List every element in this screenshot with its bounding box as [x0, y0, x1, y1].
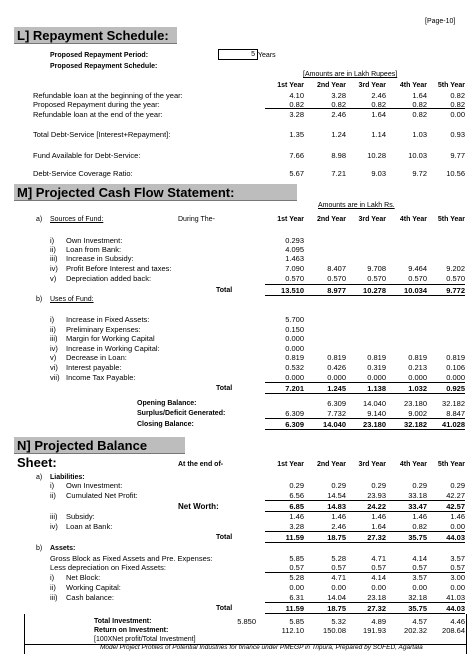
cashflow-sources-total-3: 10.278	[363, 286, 386, 295]
cashflow-uses-total-5: 0.925	[446, 384, 465, 393]
balance-roi-label: Return on Investment:	[94, 627, 169, 634]
balance-gross_block-value-3: 4.71	[371, 554, 386, 563]
cashflow-use-idx-3: iii)	[50, 334, 58, 343]
balance-working_cap-value-2: 0.00	[331, 583, 346, 592]
balance-total-investment-4: 4.57	[412, 617, 427, 626]
cashflow-use-1-value-1: 5.700	[285, 315, 304, 324]
balance-loan_bank-value-2: 2.46	[331, 522, 346, 531]
repayment-row-2-value-3: 0.82	[371, 100, 386, 109]
cashflow-use-label-7: Income Tax Payable:	[66, 373, 136, 382]
cashflow-use-7-value-5: 0.000	[446, 373, 465, 382]
cashflow-source-label-3: Increase in Subsidy:	[66, 254, 134, 263]
balance-own_inv-value-2: 0.29	[331, 481, 346, 490]
balance-cum_profit-value-4: 33.18	[408, 491, 427, 500]
cashflow-sources-total-1: 13.510	[281, 286, 304, 295]
repayment-row-1-value-4: 1.64	[412, 91, 427, 100]
cashflow-closing-4: 32.182	[404, 420, 427, 429]
balance-less_dep-value-1: 0.57	[289, 563, 304, 572]
cashflow-surplus-label: Surplus/Deficit Generated:	[137, 410, 226, 417]
cashflow-use-idx-6: vi)	[50, 363, 58, 372]
cashflow-source-idx-1: i)	[50, 236, 55, 245]
cashflow-surplus-3: 9.140	[367, 409, 386, 418]
balance-own_inv-label: Own Investment:	[66, 481, 123, 490]
cashflow-use-5-value-2: 0.819	[327, 353, 346, 362]
repayment-row-label-1: Refundable loan at the beginning of the year:	[33, 91, 183, 100]
balance-gross_block-value-1: 5.85	[289, 554, 304, 563]
repayment-period-value: 5	[251, 51, 255, 58]
cashflow-sources-label: Sources of Fund:	[50, 216, 104, 223]
repayment-row-4-value-3: 1.14	[371, 130, 386, 139]
balance-net_block-value-4: 3.57	[412, 573, 427, 582]
cashflow-sources-total-5: 9.772	[446, 286, 465, 295]
balance-subsidy-value-4: 1.46	[412, 512, 427, 521]
repayment-year-header-2: 2nd Year	[316, 82, 346, 89]
balance-end-label: At the end of-	[178, 461, 224, 468]
balance-cash_balance-value-5: 41.03	[446, 593, 465, 602]
repayment-row-6-value-4: 9.72	[412, 169, 427, 178]
balance-loan_bank-value-3: 1.64	[371, 522, 386, 531]
balance-liab-total-4: 35.75	[408, 533, 427, 542]
right-rule	[466, 614, 467, 654]
cashflow-source-4-value-1: 7.090	[285, 264, 304, 273]
cashflow-use-7-value-3: 0.000	[367, 373, 386, 382]
cashflow-source-idx-4: iv)	[50, 264, 58, 273]
cashflow-use-idx-1: i)	[50, 315, 55, 324]
balance-roi-5: 208.64	[442, 626, 465, 635]
cashflow-sources-total-label: Total	[216, 287, 233, 294]
cashflow-opening-5: 32.182	[442, 399, 465, 408]
cashflow-use-2-value-1: 0.150	[285, 325, 304, 334]
repayment-row-2-value-2: 0.82	[331, 100, 346, 109]
repayment-year-header-3: 3rd Year	[358, 82, 386, 89]
cashflow-source-label-5: Depreciation added back:	[66, 274, 152, 283]
cashflow-year-header-5: 5th Year	[437, 216, 465, 223]
cashflow-use-6-value-2: 0.426	[327, 363, 346, 372]
balance-loan_bank-value-1: 3.28	[289, 522, 304, 531]
repayment-row-label-4: Total Debt-Service [Interest+Repayment]:	[33, 130, 171, 139]
balance-assets-total-2: 18.75	[327, 604, 346, 613]
cashflow-surplus-4: 9.002	[408, 409, 427, 418]
balance-working_cap-idx: ii)	[50, 583, 56, 592]
cashflow-use-label-2: Preliminary Expenses:	[66, 325, 141, 334]
balance-roi-4: 202.32	[404, 626, 427, 635]
balance-liab-total-rule-top	[265, 531, 465, 532]
cashflow-closing-rule-bottom	[265, 429, 465, 430]
cashflow-b-marker: b)	[36, 296, 43, 303]
cashflow-use-5-value-1: 0.819	[285, 353, 304, 362]
cashflow-closing-5: 41.028	[442, 420, 465, 429]
repayment-row-1-value-5: 0.82	[450, 91, 465, 100]
balance-year-header-3: 3rd Year	[358, 461, 386, 468]
cashflow-source-label-4: Profit Before Interest and taxes:	[66, 264, 172, 273]
balance-total-investment-3: 4.89	[371, 617, 386, 626]
balance-cash_balance-value-3: 23.18	[367, 593, 386, 602]
balance-loan_bank-value-4: 0.82	[412, 522, 427, 531]
cashflow-source-4-value-5: 9.202	[446, 264, 465, 273]
balance-liab-total-label: Total	[216, 534, 233, 541]
balance-less_dep-value-5: 0.57	[450, 563, 465, 572]
balance-year-header-2: 2nd Year	[316, 461, 346, 468]
cashflow-use-label-5: Decrease in Loan:	[66, 353, 127, 362]
balance-roi-3: 191.93	[363, 626, 386, 635]
repayment-year-header-4: 4th Year	[399, 82, 427, 89]
cashflow-uses-total-2: 1.245	[327, 384, 346, 393]
section-title-balance: N] Projected Balance Sheet:	[14, 437, 185, 454]
balance-total-investment-5: 4.46	[450, 617, 465, 626]
repayment-row-6-value-5: 10.56	[446, 169, 465, 178]
repayment-row-4-value-4: 1.03	[412, 130, 427, 139]
cashflow-year-header-4: 4th Year	[399, 216, 427, 223]
repayment-row-3-value-4: 0.82	[412, 110, 427, 119]
balance-own_inv-idx: i)	[50, 481, 55, 490]
cashflow-source-idx-3: iii)	[50, 254, 58, 263]
cashflow-uses-rule-top	[265, 382, 465, 383]
cashflow-use-5-value-4: 0.819	[408, 353, 427, 362]
balance-total-investment-label: Total Investment:	[94, 618, 152, 625]
balance-less_dep-value-2: 0.57	[331, 563, 346, 572]
cashflow-use-idx-5: v)	[50, 353, 57, 362]
balance-liab-total-2: 18.75	[327, 533, 346, 542]
repayment-row-5-value-3: 10.28	[367, 151, 386, 160]
balance-liabilities-label: Liabilities:	[50, 474, 85, 481]
repayment-year-header-5: 5th Year	[437, 82, 465, 89]
balance-own_inv-value-1: 0.29	[289, 481, 304, 490]
balance-year-header-1: 1st Year	[277, 461, 304, 468]
cashflow-use-3-value-1: 0.000	[285, 334, 304, 343]
balance-liab-total-rule-bottom	[265, 542, 465, 543]
repayment-period-unit: Years	[258, 52, 276, 59]
balance-subsidy-label: Subsidy:	[66, 512, 95, 521]
cashflow-source-4-value-4: 9.464	[408, 264, 427, 273]
balance-own_inv-value-4: 0.29	[412, 481, 427, 490]
cashflow-source-label-1: Own Investment:	[66, 236, 123, 245]
balance-networth-5: 42.57	[446, 502, 465, 511]
cashflow-use-label-6: Interest payable:	[66, 363, 122, 372]
cashflow-source-label-2: Loan from Bank:	[66, 245, 122, 254]
cashflow-source-idx-2: ii)	[50, 245, 56, 254]
balance-networth-4: 33.47	[408, 502, 427, 511]
cashflow-source-5-value-3: 0.570	[367, 274, 386, 283]
balance-own_inv-value-3: 0.29	[371, 481, 386, 490]
page-number: [Page-10]	[425, 18, 456, 25]
balance-loan_bank-value-5: 0.00	[450, 522, 465, 531]
balance-net_block-value-2: 4.71	[331, 573, 346, 582]
cashflow-use-label-4: Increase in Working Capital:	[66, 344, 160, 353]
repayment-row-5-value-4: 10.03	[408, 151, 427, 160]
balance-less_dep-label: Less depreciation on Fixed Assets:	[50, 563, 166, 572]
left-rule	[24, 614, 25, 654]
balance-subsidy-value-3: 1.46	[371, 512, 386, 521]
cashflow-uses-total-1: 7.201	[285, 384, 304, 393]
cashflow-source-3-value-1: 1.463	[285, 254, 304, 263]
cashflow-uses-label: Uses of Fund:	[50, 296, 94, 303]
balance-networth-3: 24.22	[367, 502, 386, 511]
balance-subsidy-value-1: 1.46	[289, 512, 304, 521]
balance-b-marker: b)	[36, 545, 43, 552]
cashflow-opening-label: Opening Balance:	[137, 400, 197, 407]
cashflow-sources-rule-top	[265, 284, 465, 285]
cashflow-use-idx-7: vii)	[50, 373, 60, 382]
repayment-row-2-value-4: 0.82	[412, 100, 427, 109]
balance-a-marker: a)	[36, 474, 43, 481]
balance-net_block-label: Net Block:	[66, 573, 101, 582]
repayment-row-label-2: Proposed Repayment during the year:	[33, 100, 160, 109]
balance-roi-1: 112.10	[281, 626, 304, 635]
cashflow-uses-total-4: 1.032	[408, 384, 427, 393]
cashflow-a-marker: a)	[36, 216, 43, 223]
section-title-cashflow: M] Projected Cash Flow Statement:	[14, 184, 297, 201]
repayment-row-label-3: Refundable loan at the end of the year:	[33, 110, 163, 119]
cashflow-use-7-value-4: 0.000	[408, 373, 427, 382]
repayment-row-label-6: Debt-Service Coverage Ratio:	[33, 169, 133, 178]
balance-networth-2: 14.83	[327, 502, 346, 511]
balance-liab-total-3: 27.32	[367, 533, 386, 542]
repayment-row-5-value-5: 9.77	[450, 151, 465, 160]
repayment-row-1-value-2: 3.28	[331, 91, 346, 100]
cashflow-surplus-2: 7.732	[327, 409, 346, 418]
section-title-repayment: L] Repayment Schedule:	[14, 27, 177, 44]
cashflow-use-6-value-1: 0.532	[285, 363, 304, 372]
cashflow-source-idx-5: v)	[50, 274, 57, 283]
balance-assets-total-rule-top	[265, 602, 465, 603]
repayment-row-5-value-2: 8.98	[331, 151, 346, 160]
cashflow-use-6-value-3: 0.319	[367, 363, 386, 372]
cashflow-source-1-value-1: 0.293	[285, 236, 304, 245]
cashflow-closing-2: 14.040	[323, 420, 346, 429]
balance-liab-total-5: 44.03	[446, 533, 465, 542]
balance-working_cap-value-3: 0.00	[371, 583, 386, 592]
balance-subsidy-value-2: 1.46	[331, 512, 346, 521]
cashflow-uses-total-3: 1.138	[367, 384, 386, 393]
balance-assets-total-1: 11.59	[285, 604, 304, 613]
balance-cash_balance-value-1: 6.31	[289, 593, 304, 602]
cashflow-surplus-1: 6.309	[285, 409, 304, 418]
balance-net_block-value-3: 4.14	[371, 573, 386, 582]
repayment-row-3-value-1: 3.28	[289, 110, 304, 119]
balance-gross_block-value-4: 4.14	[412, 554, 427, 563]
cashflow-use-label-3: Margin for Working Capital	[66, 334, 155, 343]
repayment-row-6-value-2: 7.21	[331, 169, 346, 178]
balance-assets-total-label: Total	[216, 605, 233, 612]
balance-working_cap-value-1: 0.00	[289, 583, 304, 592]
cashflow-use-5-value-3: 0.819	[367, 353, 386, 362]
balance-working_cap-value-5: 0.00	[450, 583, 465, 592]
cashflow-uses-rule-bottom	[265, 393, 465, 394]
repayment-row-4-value-5: 0.93	[450, 130, 465, 139]
balance-assets-total-4: 35.75	[408, 604, 427, 613]
balance-working_cap-value-4: 0.00	[412, 583, 427, 592]
balance-net_block-value-1: 5.28	[289, 573, 304, 582]
cashflow-surplus-5: 8.847	[446, 409, 465, 418]
repayment-schedule-label: Proposed Repayment Schedule:	[50, 63, 158, 70]
cashflow-closing-1: 6.309	[285, 420, 304, 429]
repayment-row-4-value-1: 1.35	[289, 130, 304, 139]
cashflow-year-header-2: 2nd Year	[316, 216, 346, 223]
balance-cum_profit-value-5: 42.27	[446, 491, 465, 500]
cashflow-use-6-value-5: 0.106	[446, 363, 465, 372]
cashflow-source-5-value-1: 0.570	[285, 274, 304, 283]
balance-subsidy-value-5: 1.46	[450, 512, 465, 521]
repayment-rule-1	[265, 108, 465, 109]
balance-networth-label: Net Worth:	[178, 502, 219, 511]
repayment-row-2-value-5: 0.82	[450, 100, 465, 109]
balance-cash_balance-label: Cash balance:	[66, 593, 114, 602]
repayment-row-3-value-5: 0.00	[450, 110, 465, 119]
balance-cum_profit-idx: ii)	[50, 491, 56, 500]
cashflow-during-label: During The-	[178, 216, 215, 223]
balance-own_inv-value-5: 0.29	[450, 481, 465, 490]
cashflow-sources-rule-bottom	[265, 295, 465, 296]
cashflow-closing-rule-top	[265, 418, 465, 419]
balance-cum_profit-value-2: 14.54	[327, 491, 346, 500]
repayment-amounts-note: [Amounts are in Lakh Rupees]	[303, 71, 398, 78]
repayment-row-2-value-1: 0.82	[289, 100, 304, 109]
balance-total-investment-pre: 5.850	[237, 617, 256, 626]
repayment-row-1-value-3: 2.46	[371, 91, 386, 100]
cashflow-use-idx-2: ii)	[50, 325, 56, 334]
balance-net_block-value-5: 3.00	[450, 573, 465, 582]
cashflow-uses-total-label: Total	[216, 385, 233, 392]
cashflow-source-4-value-2: 8.407	[327, 264, 346, 273]
footer-text: Model Project Profiles of Potential Industries for finance under PMEGP in Tripura, Prepared by SOFED, Agartala	[100, 644, 423, 651]
cashflow-opening-2: 6.309	[327, 399, 346, 408]
cashflow-source-4-value-3: 9.708	[367, 264, 386, 273]
repayment-row-1-value-1: 4.10	[289, 91, 304, 100]
cashflow-sources-total-4: 10.034	[404, 286, 427, 295]
balance-loan_bank-label: Loan at Bank:	[66, 522, 113, 531]
balance-roi-2: 150.08	[323, 626, 346, 635]
balance-net_block-idx: i)	[50, 573, 55, 582]
repayment-row-label-5: Fund Available for Debt-Service:	[33, 151, 141, 160]
cashflow-use-7-value-1: 0.000	[285, 373, 304, 382]
cashflow-amounts-note: Amounts are in Lakh Rs.	[318, 202, 395, 209]
cashflow-closing-label: Closing Balance:	[137, 421, 194, 428]
balance-gross_block-value-5: 3.57	[450, 554, 465, 563]
balance-total-investment-2: 5.32	[331, 617, 346, 626]
balance-networth-rule-top	[265, 500, 465, 501]
balance-roi-note: [100XNet profit/Total Investment]	[94, 636, 196, 643]
cashflow-use-idx-4: iv)	[50, 344, 58, 353]
balance-cum_profit-value-1: 6.56	[289, 491, 304, 500]
balance-cum_profit-label: Cumulated Net Profit:	[66, 491, 138, 500]
repayment-row-5-value-1: 7.66	[289, 151, 304, 160]
cashflow-source-5-value-4: 0.570	[408, 274, 427, 283]
cashflow-use-label-1: Increase in Fixed Assets:	[66, 315, 150, 324]
balance-assets-label: Assets:	[50, 545, 76, 552]
balance-working_cap-label: Working Capital:	[66, 583, 121, 592]
cashflow-source-5-value-2: 0.570	[327, 274, 346, 283]
balance-networth-1: 6.85	[289, 502, 304, 511]
cashflow-use-7-value-2: 0.000	[327, 373, 346, 382]
balance-cash_balance-value-4: 32.18	[408, 593, 427, 602]
balance-assets-total-rule-bottom	[265, 613, 465, 614]
balance-gross_block-value-2: 5.28	[331, 554, 346, 563]
cashflow-year-header-1: 1st Year	[277, 216, 304, 223]
cashflow-use-4-value-1: 0.000	[285, 344, 304, 353]
cashflow-closing-3: 23.180	[363, 420, 386, 429]
repayment-row-6-value-3: 9.03	[371, 169, 386, 178]
balance-assets-total-3: 27.32	[367, 604, 386, 613]
cashflow-opening-3: 14.040	[363, 399, 386, 408]
balance-total-investment-1: 5.85	[289, 617, 304, 626]
cashflow-use-5-value-5: 0.819	[446, 353, 465, 362]
balance-gross_block-label: Gross Block as Fixed Assets and Pre. Expenses:	[50, 554, 213, 563]
balance-year-header-4: 4th Year	[399, 461, 427, 468]
repayment-row-3-value-2: 2.46	[331, 110, 346, 119]
balance-year-header-5: 5th Year	[437, 461, 465, 468]
cashflow-opening-4: 23.180	[404, 399, 427, 408]
balance-liab-total-1: 11.59	[285, 533, 304, 542]
repayment-row-6-value-1: 5.67	[289, 169, 304, 178]
cashflow-source-5-value-5: 0.570	[446, 274, 465, 283]
repayment-row-4-value-2: 1.24	[331, 130, 346, 139]
balance-loan_bank-idx: iv)	[50, 522, 58, 531]
balance-cash_balance-value-2: 14.04	[327, 593, 346, 602]
balance-assets-total-5: 44.03	[446, 604, 465, 613]
balance-less_dep-value-3: 0.57	[371, 563, 386, 572]
repayment-year-header-1: 1st Year	[277, 82, 304, 89]
repayment-period-label: Proposed Repayment Period:	[50, 52, 149, 59]
repayment-row-3-value-3: 1.64	[371, 110, 386, 119]
balance-subsidy-idx: iii)	[50, 512, 58, 521]
cashflow-year-header-3: 3rd Year	[358, 216, 386, 223]
cashflow-use-6-value-4: 0.213	[408, 363, 427, 372]
cashflow-source-2-value-1: 4.095	[285, 245, 304, 254]
balance-cash_balance-idx: iii)	[50, 593, 58, 602]
cashflow-sources-total-2: 8.977	[327, 286, 346, 295]
balance-less_dep-value-4: 0.57	[412, 563, 427, 572]
balance-cum_profit-value-3: 23.93	[367, 491, 386, 500]
